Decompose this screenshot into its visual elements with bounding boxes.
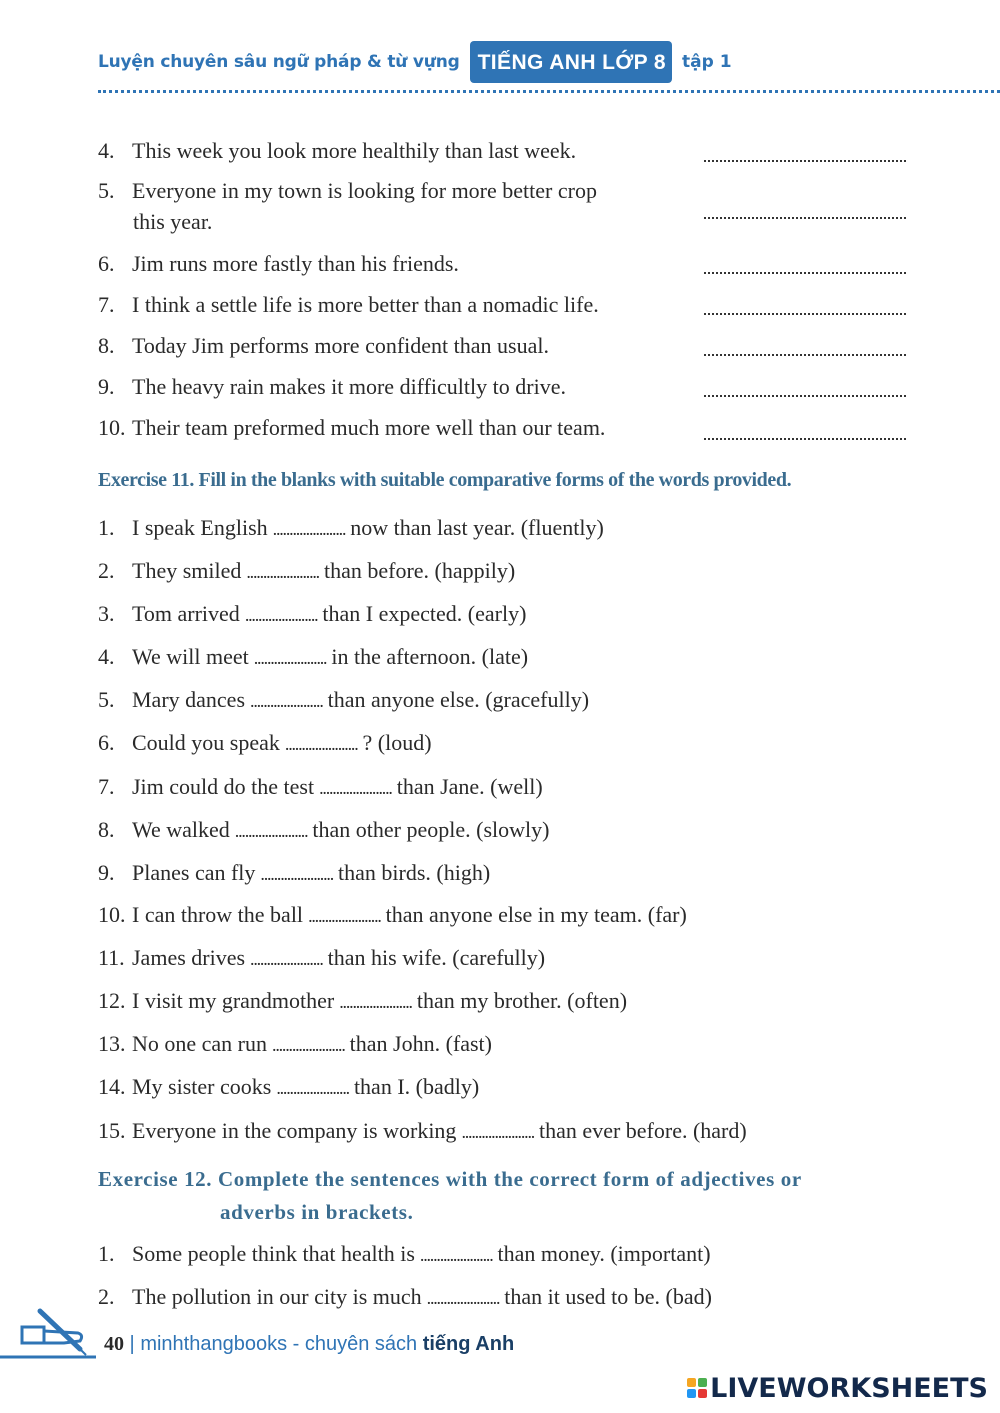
error-item: 5. Everyone in my town is looking for more better crop xyxy=(98,178,597,203)
fill-blank[interactable]: ...................... xyxy=(426,1288,500,1308)
fill-item: 12. I visit my grandmother ...................... than my brother. (often) xyxy=(98,986,627,1017)
fill-blank[interactable]: ...................... xyxy=(461,1122,535,1142)
header-divider xyxy=(98,90,1000,93)
fill-item: 8. We walked ...................... than other people. (slowly) xyxy=(98,815,549,846)
fill-blank[interactable]: ...................... xyxy=(308,906,381,926)
answer-blank[interactable] xyxy=(704,393,906,397)
fill-item: 11. James drives ...................... than his wife. (carefully) xyxy=(98,943,545,974)
fill-item: 1. I speak English ...................... now than last year. (fluently) xyxy=(98,513,604,544)
fill-item: 9. Planes can fly ...................... than birds. (high) xyxy=(98,858,490,889)
book-subtitle: Luyện chuyên sâu ngữ pháp & từ vựng xyxy=(98,52,460,72)
fill-blank[interactable]: ...................... xyxy=(339,992,412,1012)
watermark-text: LIVEWORKSHEETS xyxy=(710,1372,988,1404)
answer-blank[interactable] xyxy=(704,436,906,440)
exercise-11-title: Exercise 11. Fill in the blanks with suitable comparative forms of the words provided. xyxy=(98,469,792,491)
fill-item: 1. Some people think that health is ...................... than money. (important) xyxy=(98,1239,711,1270)
error-item: 7. I think a settle life is more better than a nomadic life. xyxy=(98,292,599,317)
fill-blank[interactable]: ...................... xyxy=(319,778,392,798)
answer-blank[interactable] xyxy=(704,158,906,162)
writing-hand-icon xyxy=(0,1303,96,1365)
error-item: 10. Their team preformed much more well than our team. xyxy=(98,415,606,440)
answer-blank[interactable] xyxy=(704,215,906,219)
error-item-continuation: this year. xyxy=(133,209,213,234)
exercise-12-title-cont: adverbs in brackets. xyxy=(220,1200,414,1224)
liveworksheets-logo-icon xyxy=(687,1378,707,1398)
page-footer xyxy=(104,1333,514,1356)
error-item: 8. Today Jim performs more confident than usual. xyxy=(98,333,549,358)
answer-blank[interactable] xyxy=(704,270,906,274)
fill-blank[interactable]: ...................... xyxy=(284,734,358,754)
fill-blank[interactable]: ...................... xyxy=(272,519,346,539)
grade-badge: TIẾNG ANH LỚP 8 xyxy=(470,41,672,83)
fill-item: 2. The pollution in our city is much ...................... than it used to be. (bad) xyxy=(98,1282,712,1313)
error-item: 4. This week you look more healthily than last week. xyxy=(98,138,577,163)
fill-blank[interactable]: ...................... xyxy=(244,605,318,625)
error-item: 6. Jim runs more fastly than his friends. xyxy=(98,251,459,276)
liveworksheets-watermark xyxy=(687,1372,988,1404)
error-item: 9. The heavy rain makes it more difficultly to drive. xyxy=(98,374,566,399)
page-header xyxy=(98,34,732,90)
fill-blank[interactable]: ...................... xyxy=(272,1035,345,1055)
answer-blank[interactable] xyxy=(704,352,906,356)
fill-blank[interactable]: ...................... xyxy=(234,821,308,841)
footer-separator: | xyxy=(124,1333,141,1355)
fill-item: 7. Jim could do the test ...................... than Jane. (well) xyxy=(98,772,543,803)
fill-item: 14. My sister cooks ...................... than I. (badly) xyxy=(98,1072,479,1103)
fill-blank[interactable]: ...................... xyxy=(253,648,327,668)
fill-item: 10. I can throw the ball ...................... than anyone else in my team. (far) xyxy=(98,900,687,931)
fill-item: 2. They smiled ...................... than before. (happily) xyxy=(98,556,515,587)
fill-blank[interactable]: ...................... xyxy=(276,1078,349,1098)
fill-blank[interactable]: ...................... xyxy=(419,1245,493,1265)
fill-blank[interactable]: ...................... xyxy=(246,562,319,582)
fill-item: 5. Mary dances ...................... than anyone else. (gracefully) xyxy=(98,685,589,716)
exercise-12-title: Exercise 12. Complete the sentences with the correct form of adjectives or xyxy=(98,1167,802,1191)
fill-item: 13. No one can run ...................... than John. (fast) xyxy=(98,1029,492,1060)
volume-label: tập 1 xyxy=(682,52,732,72)
fill-item: 15. Everyone in the company is working ...................... than ever before. (hard) xyxy=(98,1116,747,1147)
fill-item: 3. Tom arrived ...................... than I expected. (early) xyxy=(98,599,526,630)
fill-item: 4. We will meet ...................... in the afternoon. (late) xyxy=(98,642,528,673)
answer-blank[interactable] xyxy=(704,311,906,315)
fill-blank[interactable]: ...................... xyxy=(250,949,323,969)
fill-blank[interactable]: ...................... xyxy=(250,691,323,711)
fill-item: 6. Could you speak ...................... ? (loud) xyxy=(98,728,432,759)
fill-blank[interactable]: ...................... xyxy=(260,864,334,884)
page-number: 40 xyxy=(104,1333,124,1355)
publisher-name: minhthangbooks - chuyên sách xyxy=(140,1333,423,1355)
publisher-name-bold: tiếng Anh xyxy=(422,1333,515,1355)
